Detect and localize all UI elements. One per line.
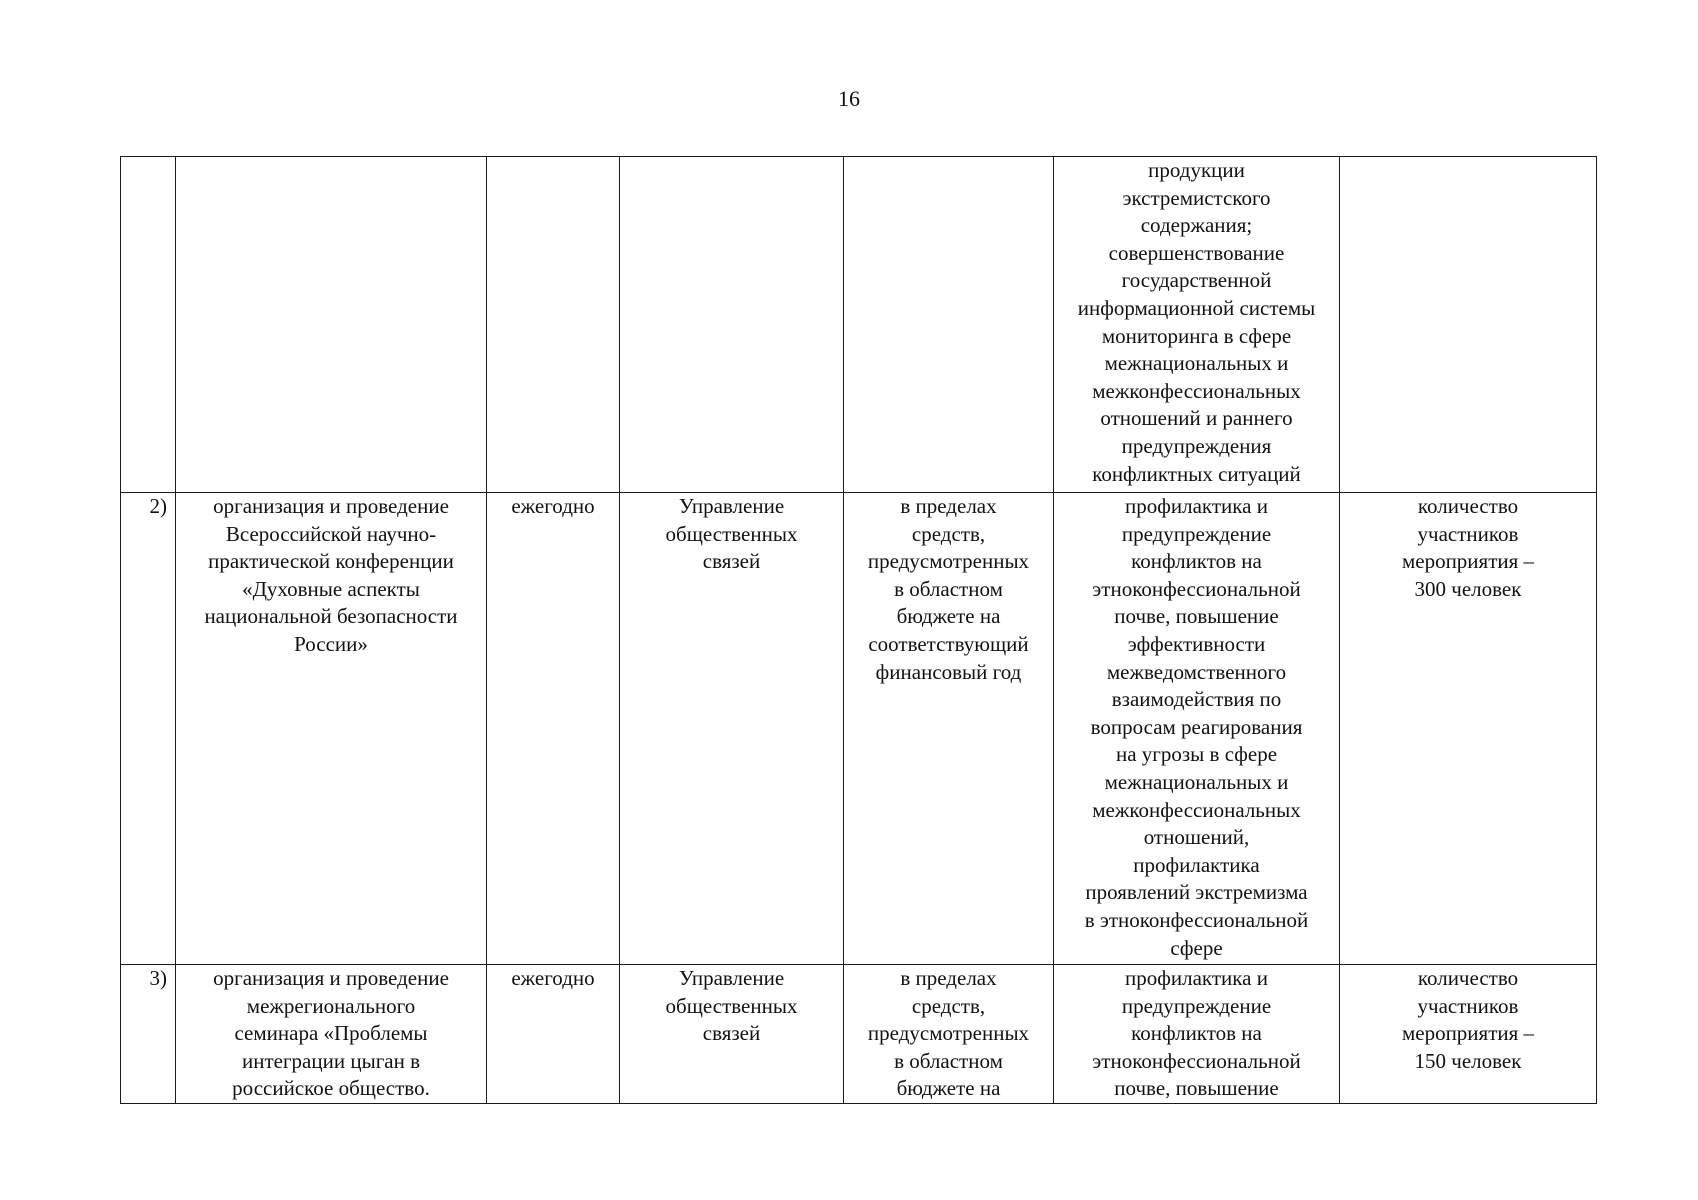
- table-row: [121, 157, 1597, 493]
- executor-cell: Управление общественных связей: [620, 965, 844, 1104]
- table-row: [121, 493, 1597, 965]
- result-cell: профилактика и предупреждение конфликтов на этноконфессиональной почве, повышение эффективности межведомственного взаимодействия по вопросам реагирования на угрозы в сфере межнациональных и межконфессиональных отношений, профилактика проявлений экстремизма в этноконфессиональной сфере: [1054, 493, 1340, 965]
- indicator-cell: [1340, 157, 1597, 493]
- executor-cell: Управление общественных связей: [620, 493, 844, 965]
- term-cell: ежегодно: [487, 965, 620, 1104]
- indicator-cell: количество участников мероприятия – 150 человек: [1340, 965, 1597, 1104]
- event-cell: [176, 157, 487, 493]
- result-cell: профилактика и предупреждение конфликтов на этноконфессиональной почве, повышение: [1054, 965, 1340, 1104]
- row-number-cell: [121, 157, 176, 493]
- program-measures-table: [120, 156, 1597, 1104]
- term-cell: ежегодно: [487, 493, 620, 965]
- row-number-cell: 3): [121, 965, 176, 1104]
- event-cell: организация и проведение межрегионального семинара «Проблемы интеграции цыган в российское общество.: [176, 965, 487, 1104]
- funding-cell: в пределах средств, предусмотренных в областном бюджете на соответствующий финансовый год: [844, 493, 1054, 965]
- executor-cell: [620, 157, 844, 493]
- funding-cell: в пределах средств, предусмотренных в областном бюджете на: [844, 965, 1054, 1104]
- result-cell: продукции экстремистского содержания; совершенствование государственной информационной системы мониторинга в сфере межнациональных и межконфессиональных отношений и раннего предупреждения конфликтных ситуаций: [1054, 157, 1340, 493]
- indicator-cell: количество участников мероприятия – 300 человек: [1340, 493, 1597, 965]
- term-cell: [487, 157, 620, 493]
- table-row: [121, 965, 1597, 1104]
- funding-cell: [844, 157, 1054, 493]
- page-number: 16: [838, 86, 860, 111]
- event-cell: организация и проведение Всероссийской научно- практической конференции «Духовные аспекты национальной безопасности России»: [176, 493, 487, 965]
- row-number-cell: 2): [121, 493, 176, 965]
